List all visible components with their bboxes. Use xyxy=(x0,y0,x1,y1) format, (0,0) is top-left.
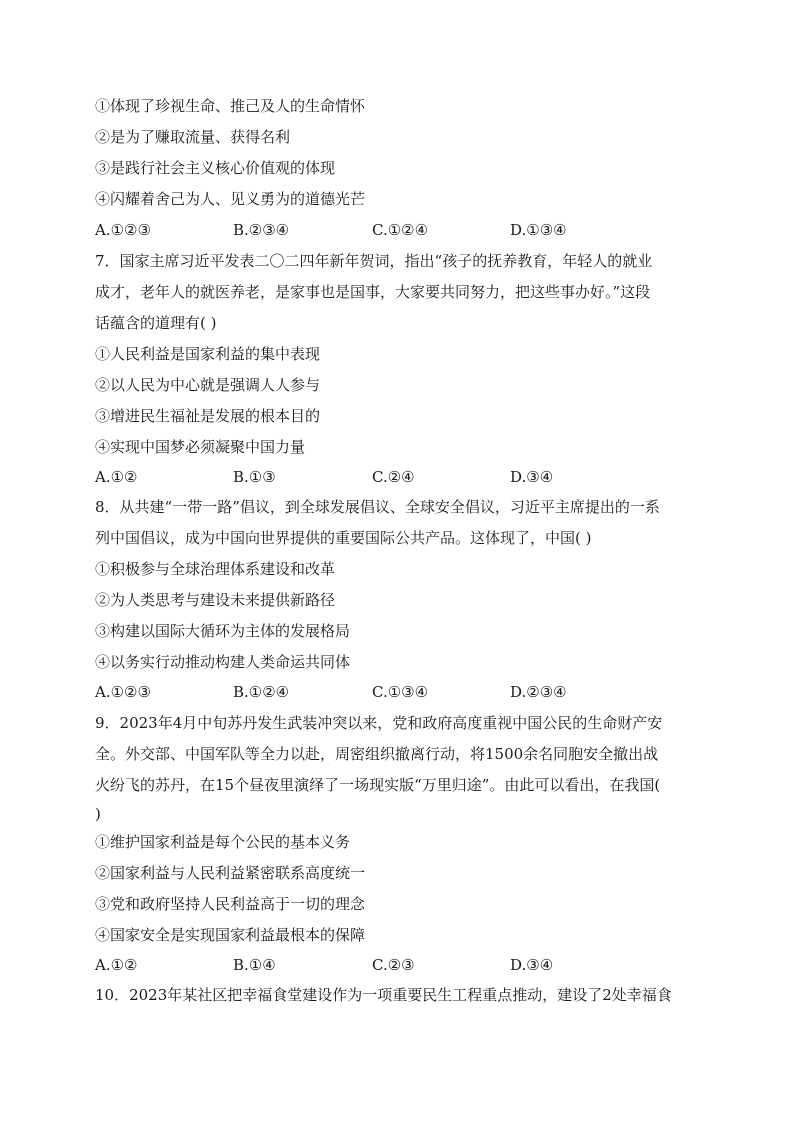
q6-option-a: A.①②③ xyxy=(95,221,151,239)
q6-option-b: B.②③④ xyxy=(233,221,290,239)
q10-stem-line-1: 10．2023年某社区把幸福食堂建设作为一项重要民生工程重点推动，建设了2处幸福食 xyxy=(95,986,672,1004)
q9-statement-3: ③党和政府坚持人民利益高于一切的理念 xyxy=(95,895,366,913)
q8-option-a: A.①②③ xyxy=(95,683,151,701)
q9-statement-4: ④国家安全是实现国家利益最根本的保障 xyxy=(95,926,366,944)
q7-option-d: D.③④ xyxy=(510,468,554,486)
q9-stem-line-3: 火纷飞的苏丹，在15个昼夜里演绎了一场现实版“万里归途”。由此可以看出，在我国( xyxy=(95,776,661,794)
q8-statement-2: ②为人类思考与建设未来提供新路径 xyxy=(95,591,336,609)
q8-stem-line-1: 8．从共建“一带一路”倡议，到全球发展倡议、全球安全倡议，习近平主席提出的一系 xyxy=(95,498,660,516)
q7-statement-2: ②以人民为中心就是强调人人参与 xyxy=(95,376,321,394)
q6-options xyxy=(95,219,705,241)
q9-stem-line-2: 全。外交部、中国军队等全力以赴，周密组织撤离行动，将1500余名同胞安全撤出战 xyxy=(95,745,659,763)
q7-statement-1: ①人民利益是国家利益的集中表现 xyxy=(95,345,321,363)
q7-option-c: C.②④ xyxy=(372,468,415,486)
q7-statement-4: ④实现中国梦必须凝聚中国力量 xyxy=(95,438,306,456)
q9-stem-line-4: ) xyxy=(95,805,101,823)
q6-statement-3: ③是践行社会主义核心价值观的体现 xyxy=(95,159,336,177)
q7-option-b: B.①③ xyxy=(233,468,276,486)
q9-option-c: C.②③ xyxy=(372,956,415,974)
q9-statement-2: ②国家利益与人民利益紧密联系高度统一 xyxy=(95,864,366,882)
q8-statement-4: ④以务实行动推动构建人类命运共同体 xyxy=(95,653,351,671)
q7-stem-line-1: 7．国家主席习近平发表二〇二四年新年贺词，指出“孩子的抚养教育，年轻人的就业 xyxy=(95,252,653,270)
q7-stem-line-2: 成才，老年人的就医养老，是家事也是国事，大家要共同努力，把这些事办好。”这段 xyxy=(95,283,651,301)
q9-option-b: B.①④ xyxy=(233,956,276,974)
q7-option-a: A.①② xyxy=(95,468,138,486)
q6-option-d: D.①③④ xyxy=(510,221,567,239)
q7-stem-line-3: 话蕴含的道理有( ) xyxy=(95,314,217,332)
q8-options xyxy=(95,681,705,703)
q8-stem-line-2: 列中国倡议，成为中国向世界提供的重要国际公共产品。这体现了，中国( ) xyxy=(95,529,592,547)
q6-statement-1: ①体现了珍视生命、推己及人的生命情怀 xyxy=(95,97,366,115)
q9-option-d: D.③④ xyxy=(510,956,554,974)
q8-option-c: C.①③④ xyxy=(372,683,429,701)
q9-statement-1: ①维护国家利益是每个公民的基本义务 xyxy=(95,833,351,851)
q9-option-a: A.①② xyxy=(95,956,138,974)
q6-statement-2: ②是为了赚取流量、获得名利 xyxy=(95,128,291,146)
q7-statement-3: ③增进民生福祉是发展的根本目的 xyxy=(95,407,321,425)
q6-option-c: C.①②④ xyxy=(372,221,429,239)
q8-statement-3: ③构建以国际大循环为主体的发展格局 xyxy=(95,622,351,640)
q9-options xyxy=(95,954,705,976)
q8-option-d: D.②③④ xyxy=(510,683,567,701)
q8-statement-1: ①积极参与全球治理体系建设和改革 xyxy=(95,560,336,578)
q9-stem-line-1: 9．2023年4月中旬苏丹发生武装冲突以来，党和政府高度重视中国公民的生命财产安 xyxy=(95,714,663,732)
q7-options xyxy=(95,466,705,488)
q8-option-b: B.①②④ xyxy=(233,683,290,701)
q6-statement-4: ④闪耀着舍己为人、见义勇为的道德光芒 xyxy=(95,190,366,208)
